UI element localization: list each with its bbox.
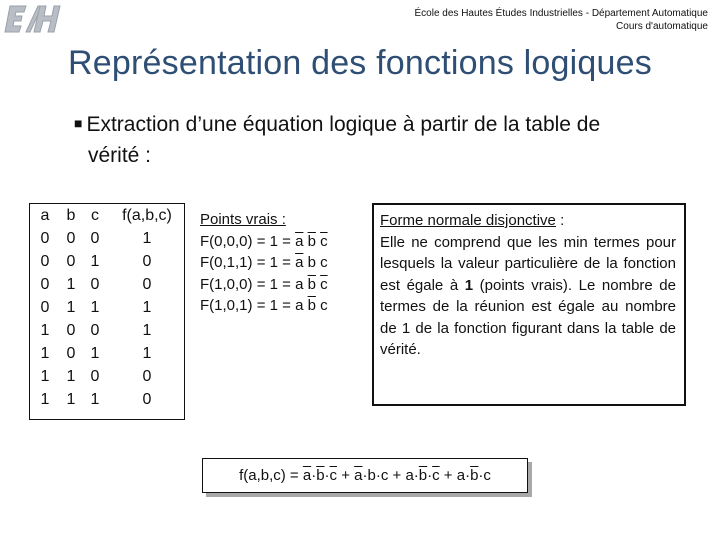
cell-c: 1 [90, 299, 100, 316]
formula-term-1: $\overline{a}\cdot\overline{b}\cdot\overline{c}$ [302, 467, 338, 484]
cell-a: 0 [40, 276, 50, 293]
cell-a: 1 [40, 368, 50, 385]
var-c: c [320, 297, 328, 314]
cell-b: 0 [66, 253, 76, 270]
var-b-negated: $\overline{b}$ [307, 232, 316, 250]
minterm-equals: = 1 = [256, 297, 291, 314]
var-a: a [295, 275, 304, 293]
cell-f: 0 [142, 391, 152, 408]
cell-c: 0 [90, 322, 100, 339]
cell-c: 1 [90, 345, 100, 362]
cell-a: 0 [40, 253, 50, 270]
minterm-lhs: F(1,0,1) [200, 297, 253, 314]
minterm-equals: = 1 = [256, 254, 291, 271]
minterm-lhs: F(1,0,0) [200, 275, 253, 293]
cell-c: 1 [90, 391, 100, 408]
dnf-heading: Forme normale disjonctive [380, 212, 556, 229]
minterm-line [200, 274, 370, 296]
col-header-f: f(a,b,c) [122, 207, 172, 224]
course-name: Cours d'automatique [616, 21, 708, 32]
dnf-body-one: 1 [464, 276, 474, 294]
bullet-text-line2: vérité : [88, 144, 152, 167]
points-vrais [200, 209, 370, 317]
cell-b: 1 [66, 368, 76, 385]
dnf-body-rest: (points vrais). Le nombre de termes de la réunion est égale au nombre de 1 de la fonction figurant dans la table de vérité. [380, 276, 676, 358]
cell-b: 1 [66, 391, 76, 408]
cell-f: 1 [142, 230, 152, 247]
table-row [30, 345, 184, 367]
cell-b: 0 [66, 322, 76, 339]
cell-f: 0 [142, 276, 152, 293]
table-row [30, 322, 184, 344]
dnf-formula-box [202, 458, 528, 493]
table-row [30, 230, 184, 252]
school-department: École des Hautes Études Industrielles - Département Automatique [414, 8, 708, 19]
cell-c: 0 [90, 368, 100, 385]
var-b: b [307, 254, 316, 271]
cell-a: 1 [40, 345, 50, 362]
points-vrais-heading: Points vrais : [200, 211, 286, 228]
minterm-line [200, 295, 370, 317]
formula-term-2: $\overline{a}\cdot b\cdot c$ [354, 467, 389, 484]
minterm-equals: = 1 = [256, 232, 291, 250]
table-row [30, 253, 184, 275]
var-c-negated: $\overline{c}$ [320, 275, 328, 293]
minterm-lhs: F(0,1,1) [200, 254, 253, 271]
bullet-text-line1: Extraction d’une équation logique à partir de la table de [86, 113, 601, 136]
cell-a: 1 [40, 322, 50, 339]
formula-term-4: $a\cdot\overline{b}\cdot c$ [456, 467, 491, 484]
cell-a: 0 [40, 230, 50, 247]
cell-c: 0 [90, 230, 100, 247]
table-row [30, 391, 184, 413]
var-a-negated: $\overline{a}$ [295, 232, 304, 250]
dnf-body-pre: Elle ne comprend que les min termes pour lesquels la valeur particulière de la fonction est égale à [380, 233, 676, 294]
cell-b: 0 [66, 345, 76, 362]
var-c-negated: $\overline{c}$ [320, 232, 328, 250]
formula-plus: + [443, 467, 453, 484]
dnf-definition-box [372, 203, 686, 406]
slide-title: Représentation des fonctions logiques [68, 44, 652, 82]
formula-plus: + [341, 467, 350, 484]
minterm-line [200, 252, 370, 274]
cell-b: 1 [66, 276, 76, 293]
var-a: a [295, 297, 304, 314]
cell-c: 1 [90, 253, 100, 270]
cell-f: 0 [142, 368, 152, 385]
table-row [30, 276, 184, 298]
formula-term-3: $a\cdot\overline{b}\cdot\overline{c}$ [405, 467, 440, 484]
truth-table [29, 203, 185, 420]
table-row [30, 368, 184, 390]
col-header-c: c [91, 207, 99, 224]
cell-f: 1 [142, 299, 152, 316]
cell-b: 1 [66, 299, 76, 316]
ehei-logo [4, 4, 68, 34]
cell-a: 1 [40, 391, 50, 408]
var-c: c [320, 254, 328, 271]
cell-a: 0 [40, 299, 50, 316]
var-a-negated: $\overline{a}$ [295, 254, 304, 271]
cell-f: 1 [142, 322, 152, 339]
formula-lhs: f(a,b,c) = [239, 467, 299, 484]
col-header-b: b [66, 207, 76, 224]
minterm-lhs: F(0,0,0) [200, 232, 253, 250]
cell-b: 0 [66, 230, 76, 247]
square-bullet-icon: ■ [74, 115, 83, 131]
course-header [288, 7, 708, 33]
cell-c: 0 [90, 276, 100, 293]
var-b-negated: $\overline{b}$ [307, 297, 316, 314]
table-row [30, 299, 184, 321]
bullet-extraction [74, 108, 684, 171]
minterm-equals: = 1 = [256, 275, 291, 293]
cell-f: 0 [142, 253, 152, 270]
minterm-line [200, 231, 370, 253]
dnf-heading-colon: : [555, 212, 565, 229]
var-b-negated: $\overline{b}$ [307, 275, 316, 293]
cell-f: 1 [142, 345, 152, 362]
truth-table-header [30, 207, 184, 229]
col-header-a: a [40, 207, 50, 224]
formula-plus: + [392, 467, 402, 484]
